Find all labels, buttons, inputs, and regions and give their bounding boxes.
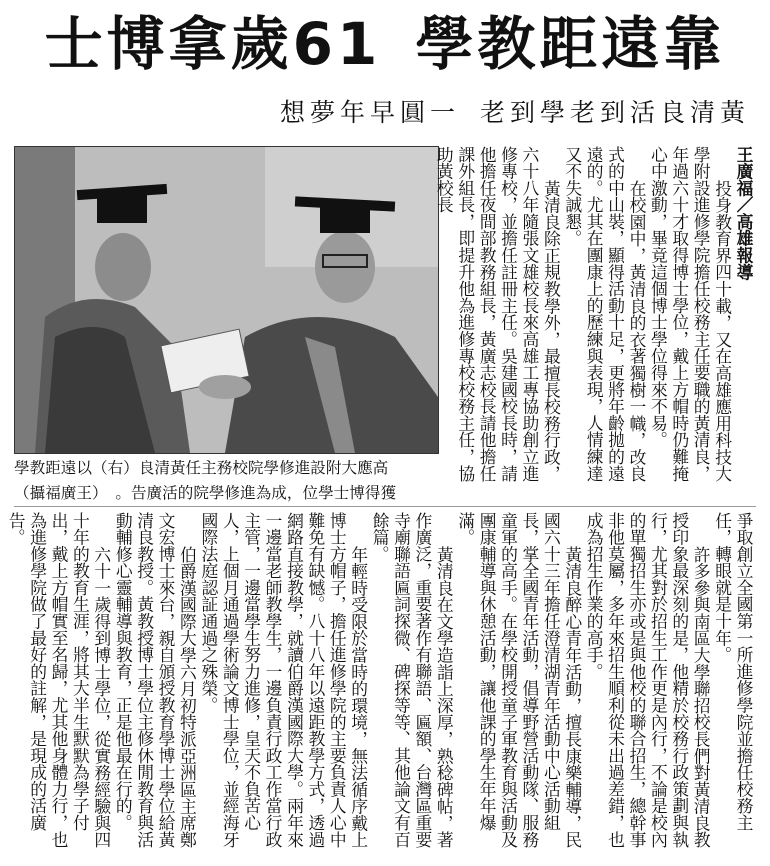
subhead-part2: 老到學老到活良清黃 <box>479 98 750 127</box>
graduation-photo <box>14 146 439 454</box>
article-paragraph: 在校園中，黃清良的衣著獨樹一幟，改良式的中山裝，顯得活動十足，更將年齡拋的遠遠的。尤其在團康上的歷練與表現，人情練達又不失誠懇。 <box>562 146 647 482</box>
article-paragraph: 爭取創立全國第一所進修學院並擔任校務主任，轉眼就是十年。 <box>712 512 754 832</box>
article-paragraph: 投身教育界四十載，又在高雄應用科技大學附設進修學院擔任校務主任要職的黃清良，年過六十才取得博士學位，戴上方帽時仍難掩心中激動，畢竟這個博士學位得來不易。 <box>648 146 733 482</box>
article-paragraph: 伯爵漢國際大學六月初特派亞洲區主席鄭文宏博士來台，親自頒授教育學博士學位給黃清良教授。黃教授博士學位主修休閒教育與活動輔修心靈輔導與教育，正是他最在行的。 <box>113 512 198 848</box>
article-paragraph: 許多參與南區大學聯招校長們對黃清良教授印象最深刻的是，他精於校務行政策劃與執行，尤其對於招生工作更是內行，不論是校內的單獨招生亦或是與他校的聯合招生，總幹事非他莫屬，多年來招生順利從未出過差錯，也成為招生作業的高手。 <box>584 512 712 848</box>
headline-part2: 學教距遠靠 <box>415 10 726 78</box>
article-paragraph: 黃清良醉心青年活動，擅長康樂輔導，民國六十三年擔任澄清湖青年活動中心活動組長，掌全國青年活動，倡導野營活動隊、服務童軍的高手。在學校開授童子軍教育與活動及團康輔導與休憩活動，讓他課的學生年年爆滿。 <box>455 512 583 848</box>
caption-line-2: （攝福廣王） 。告廣活的院學修進為成，位學士博得獲 <box>14 484 397 502</box>
article-lower-block <box>6 512 754 862</box>
caption-line-1: 學教距遠以（右）良清黃任主務校院學修進設附大應高 <box>14 459 389 477</box>
subhead-part1: 想夢年早圓一 <box>279 98 460 127</box>
photo-caption <box>14 456 437 506</box>
article-paragraph: 年輕時受限於當時的環境，無法循序戴上博士方帽子，擔任進修學院的主要負責人心中難免有缺憾。八十八年以遠距教學方式，透過網路直接教學，就讀伯爵漢國際大學。兩年來一邊當老師教學生，一邊負責行政工作當行政主管，一邊當學生努力進修，皇天不負苦心人，上個月通過學術論文博士學位，並經海牙國際法庭認証通過之殊榮。 <box>198 512 369 848</box>
byline: 王廣福／高雄報導 <box>734 146 754 281</box>
headline <box>0 8 770 80</box>
article-upper-block <box>434 146 754 498</box>
headline-part1: 士博拿歲61 <box>44 10 382 78</box>
article-paragraph: 黃清良在文學造詣上深厚，熟稔碑帖，著作廣泛，重要著作有聯語、匾額、台灣區重要寺廟聯語匾詞探微、碑探等等、其他論文有百餘篇。 <box>370 512 455 848</box>
photo-illustration <box>15 147 438 453</box>
section-divider <box>14 506 756 507</box>
article-paragraph: 六十一歲得到博士學位，從實務經驗與四十年的教育生涯，將其大半生默默為學子付出，戴上方帽實至名歸，尤其他身體力行，也為進修學院做了最好的註解，是現成的活廣告。 <box>6 512 112 848</box>
subheadline <box>280 96 750 130</box>
article-paragraph: 黃清良除正規教學外，最擅長校務行政，六十八年隨張文雄校長來高雄工專協助創立進修專校，並擔任註冊主任。吳建國校長時，請他擔任夜間部教務組長，黃廣志校長請他擔任課外組長，即提升他為進修專校校務主任，協助黃校長 <box>434 146 562 482</box>
